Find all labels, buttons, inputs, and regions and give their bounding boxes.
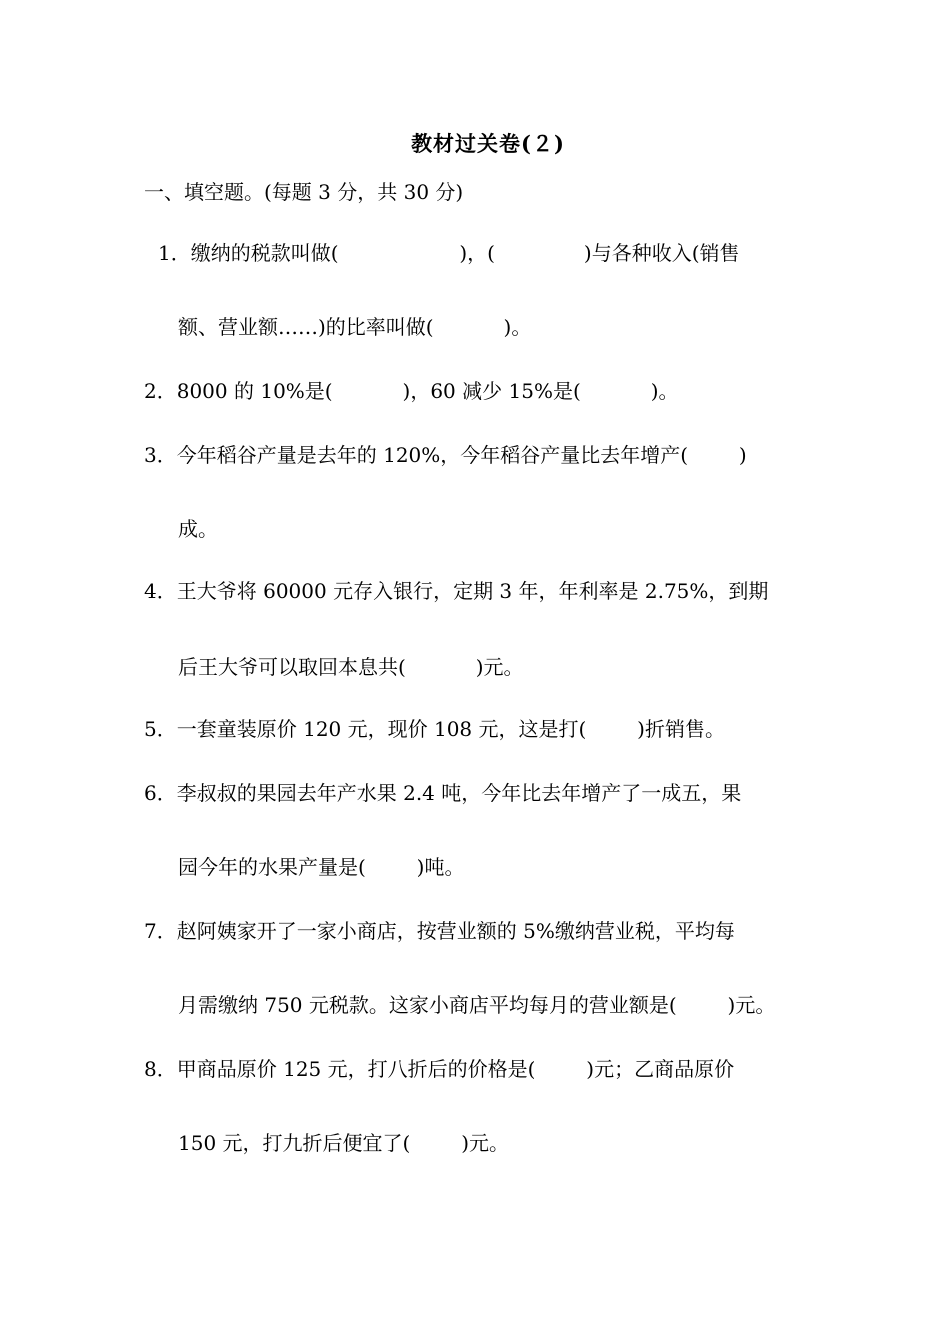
question-2-line: [144, 376, 679, 406]
question-number: 3．: [144, 443, 177, 467]
question-number: 4．: [144, 579, 177, 603]
question-text: 8000 的 10%是( )，60 减少 15%是( )。: [176, 379, 679, 403]
question-text: 今年稻谷产量是去年的 120%，今年稻谷产量比去年增产( ): [176, 443, 747, 467]
question-8-continuation-line: 150 元，打九折后便宜了( )元。: [178, 1131, 509, 1155]
question-number: 1．: [158, 241, 191, 265]
question-number: 2．: [144, 379, 177, 403]
question-number: 5．: [144, 717, 177, 741]
question-1-first-line: [158, 238, 740, 268]
question-text: 缴纳的税款叫做( )，( )与各种收入(销售: [190, 241, 740, 265]
question-number: 6．: [144, 781, 177, 805]
question-3-continuation-line: 成。: [178, 517, 218, 541]
question-number: 8．: [144, 1057, 177, 1081]
question-text: 王大爷将 60000 元存入银行，定期 3 年，年利率是 2.75%，到期: [176, 579, 769, 603]
question-text: 赵阿姨家开了一家小商店，按营业额的 5%缴纳营业税，平均每: [176, 919, 735, 943]
question-7-first-line: [144, 916, 735, 946]
question-text: 一套童装原价 120 元，现价 108 元，这是打( )折销售。: [176, 717, 725, 741]
question-4-continuation-line: 后王大爷可以取回本息共( )元。: [178, 655, 524, 679]
question-7-continuation-line: 月需缴纳 750 元税款。这家小商店平均每月的营业额是( )元。: [178, 993, 776, 1017]
question-text: 甲商品原价 125 元，打八折后的价格是( )元；乙商品原价: [176, 1057, 735, 1081]
question-text: 李叔叔的果园去年产水果 2.4 吨，今年比去年增产了一成五，果: [176, 781, 742, 805]
section-heading: 一、填空题。(每题 3 分，共 30 分): [144, 180, 464, 204]
page-title: 教材过关卷(２): [411, 131, 565, 156]
question-6-continuation-line: 园今年的水果产量是( )吨。: [178, 855, 465, 879]
question-5-line: [144, 714, 725, 744]
question-8-first-line: [144, 1054, 734, 1084]
question-1-continuation-line: 额、营业额……)的比率叫做( )。: [178, 315, 532, 339]
question-3-first-line: [144, 440, 747, 470]
question-number: 7．: [144, 919, 177, 943]
question-4-first-line: [144, 576, 768, 606]
question-6-first-line: [144, 778, 741, 808]
